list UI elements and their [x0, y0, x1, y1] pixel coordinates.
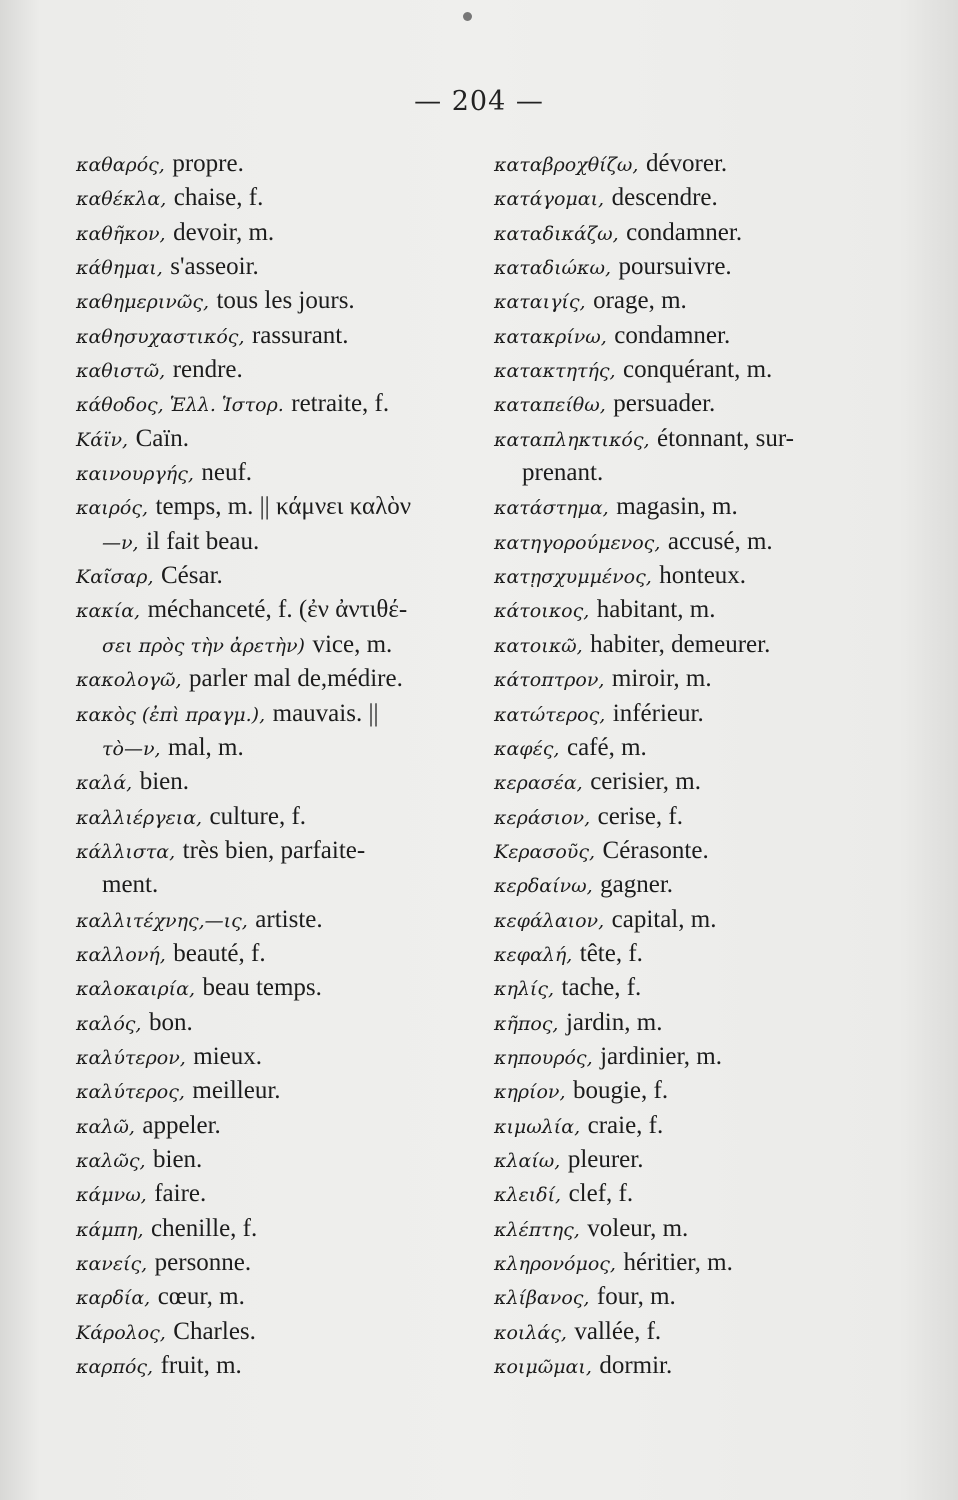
french-definition: café, m. [566, 733, 647, 761]
dictionary-entry [76, 421, 476, 455]
french-definition: héritier, m. [623, 1249, 733, 1276]
dictionary-entry [76, 215, 476, 249]
dictionary-entry [76, 489, 476, 523]
greek-term: καιρός, [76, 497, 149, 520]
french-definition: retraite, f. [291, 390, 390, 418]
greek-term: καλός, [76, 1012, 142, 1035]
dictionary-entry [76, 661, 476, 695]
page-number: — 204 — [414, 86, 544, 117]
french-definition: très bien, parfaite- [182, 836, 366, 864]
french-definition: devoir, m. [173, 218, 275, 246]
dictionary-entry [76, 524, 476, 558]
dictionary-entry [494, 215, 874, 249]
greek-term: κάτοπτρον, [494, 669, 605, 692]
french-definition: appeler. [142, 1111, 221, 1139]
dictionary-entry [494, 180, 874, 214]
french-definition: voleur, m. [587, 1214, 689, 1242]
dictionary-entry [494, 249, 874, 283]
dictionary-entry [494, 936, 874, 970]
dictionary-entry [76, 146, 476, 180]
french-definition: cerisier, m. [590, 768, 701, 796]
greek-term: κανείς, [76, 1253, 148, 1275]
french-definition: personne. [154, 1249, 252, 1276]
french-definition: beauté, f. [173, 939, 266, 967]
greek-term: καλύτερον, [76, 1046, 186, 1069]
french-definition: gagner. [600, 871, 674, 899]
greek-term: κλαίω, [494, 1149, 561, 1172]
greek-term: καταδιώκω, [494, 257, 612, 280]
french-definition: cœur, m. [157, 1283, 245, 1311]
dictionary-entry [494, 1039, 874, 1073]
dictionary-entry [76, 970, 476, 1004]
french-definition: jardinier, m. [600, 1042, 722, 1070]
dictionary-entry [76, 696, 476, 730]
french-definition: Caïn. [135, 424, 190, 452]
dictionary-entry [76, 592, 476, 626]
french-definition: meilleur. [192, 1077, 281, 1105]
greek-term: κατώτερος, [494, 703, 606, 726]
greek-term: κατῃσχυμμένος, [494, 566, 652, 589]
greek-term: καλύτερος, [76, 1081, 185, 1104]
french-definition: s'asseoir. [170, 253, 259, 281]
dictionary-entry [494, 1348, 874, 1382]
french-definition: inférieur. [612, 699, 704, 727]
dictionary-entry [76, 180, 476, 214]
greek-term: κατάστημα, [494, 497, 609, 520]
french-definition: culture, f. [209, 802, 307, 830]
dictionary-entry [494, 902, 874, 936]
dictionary-entry [76, 1039, 476, 1073]
ink-spot [463, 12, 472, 21]
greek-term: κηλίς, [494, 978, 555, 1001]
dictionary-entry [76, 799, 476, 833]
dictionary-entry [494, 1073, 874, 1107]
right-column [494, 146, 874, 1382]
dictionary-entry [76, 867, 476, 901]
dictionary-entry [76, 730, 476, 764]
greek-term: καλῶ, [76, 1115, 135, 1138]
dictionary-entry [76, 1005, 476, 1039]
dictionary-entry [494, 1279, 874, 1313]
greek-term: καλῶς, [76, 1149, 146, 1172]
greek-term: καλοκαιρία, [76, 978, 196, 1001]
french-definition: orage, m. [593, 287, 687, 315]
dictionary-entry [494, 146, 874, 180]
french-definition: tache, f. [561, 974, 642, 1002]
dictionary-entry [76, 249, 476, 283]
french-definition: ment. [102, 871, 159, 899]
dictionary-entry [76, 1348, 476, 1382]
dictionary-entry [494, 627, 874, 661]
dictionary-entry [494, 1245, 874, 1279]
greek-term: καλλιέργεια, [76, 806, 203, 829]
french-definition: four, m. [596, 1283, 676, 1311]
dictionary-entry [76, 386, 476, 420]
greek-term: καθημερινῶς, [76, 291, 209, 314]
french-definition: propre. [172, 150, 244, 177]
greek-term: κάτοικος, [494, 600, 590, 623]
greek-term: κάθημαι, [76, 257, 163, 280]
dictionary-entry [76, 318, 476, 352]
french-definition: temps, m. || κάμνει καλὸν [155, 493, 411, 521]
french-definition: bon. [148, 1008, 193, 1036]
greek-term: κλέπτης, [494, 1218, 580, 1241]
dictionary-entry [494, 421, 874, 455]
greek-term: καταιγίς, [494, 291, 586, 314]
french-definition: vallée, f. [574, 1317, 662, 1345]
greek-term: καινουργής, [76, 463, 194, 486]
french-definition: jardin, m. [565, 1008, 663, 1036]
greek-term: καθῆκον, [76, 222, 166, 245]
french-definition: magasin, m. [616, 493, 738, 521]
greek-term: κατοικῶ, [494, 634, 583, 657]
dictionary-entry [494, 592, 874, 626]
greek-term: κεράσιον, [494, 806, 591, 829]
greek-term: καρπός, [76, 1356, 154, 1379]
greek-term: σει πρὸς τὴν ἀρετὴν) [102, 634, 305, 657]
greek-term: καθησυχαστικός, [76, 325, 245, 348]
french-definition: faire. [154, 1180, 207, 1208]
french-definition: accusé, m. [667, 527, 773, 555]
greek-term: κατακρίνω, [494, 325, 607, 348]
french-definition: condamner. [626, 218, 743, 246]
dictionary-entry [76, 764, 476, 798]
greek-term: Καῖσαρ, [76, 566, 154, 589]
dictionary-entry [76, 558, 476, 592]
french-definition: rassurant. [251, 321, 349, 349]
greek-term: κάλλιστα, [76, 840, 176, 863]
french-definition: dormir. [599, 1352, 673, 1380]
french-definition: poursuivre. [618, 253, 732, 281]
dictionary-entry [76, 455, 476, 489]
dictionary-entry [494, 455, 874, 489]
greek-term: καθαρός, [76, 154, 165, 176]
dictionary-entry [494, 352, 874, 386]
dictionary-entry [494, 661, 874, 695]
dictionary-entry [494, 1314, 874, 1348]
greek-term: Κερασοῦς, [494, 840, 596, 863]
french-definition: mauvais. || [272, 699, 379, 727]
french-definition: bien. [153, 1145, 203, 1173]
french-definition: rendre. [172, 356, 243, 384]
greek-term: καλλονή, [76, 943, 166, 966]
french-definition: dévorer. [645, 150, 728, 177]
dictionary-entry [76, 1073, 476, 1107]
french-definition: chaise, f. [173, 184, 264, 212]
french-definition: mal, m. [168, 733, 244, 761]
dictionary-entry [494, 696, 874, 730]
french-definition: artiste. [255, 905, 323, 933]
greek-term: κερασέα, [494, 772, 583, 795]
greek-term: κῆπος, [494, 1012, 559, 1035]
greek-term: κατηγορούμενος, [494, 531, 661, 554]
dictionary-entry [494, 730, 874, 764]
french-definition: habiter, demeurer. [590, 630, 771, 658]
greek-term: καταβροχθίζω, [494, 154, 639, 176]
greek-term: κλίβανος, [494, 1287, 590, 1310]
greek-term: κεφαλή, [494, 943, 573, 966]
dictionary-entry [494, 1005, 874, 1039]
french-definition: persuader. [613, 390, 716, 418]
greek-term: κεφάλαιον, [494, 909, 605, 932]
dictionary-entry [76, 352, 476, 386]
dictionary-entry [494, 489, 874, 523]
french-definition: prenant. [522, 459, 604, 487]
dictionary-entry [76, 902, 476, 936]
dictionary-entry [76, 936, 476, 970]
french-definition: neuf. [201, 459, 253, 487]
greek-term: καθέκλα, [76, 188, 167, 211]
french-definition: beau temps. [202, 974, 322, 1002]
french-definition: descendre. [611, 184, 718, 212]
greek-term: Κάϊν, [76, 428, 129, 451]
greek-term: κατακτητής, [494, 360, 616, 383]
greek-term: καρδία, [76, 1287, 151, 1310]
greek-term: κληρονόμος, [494, 1253, 616, 1275]
dictionary-entry [494, 1142, 874, 1176]
french-definition: Cérasonte. [602, 836, 709, 864]
greek-term: κάμνω, [76, 1184, 147, 1207]
greek-term: καλά, [76, 772, 133, 795]
dictionary-entry [76, 1176, 476, 1210]
greek-term: καφές, [494, 737, 560, 760]
dictionary-entry [76, 283, 476, 317]
dictionary-entry [76, 1108, 476, 1142]
greek-term: καταπληκτικός, [494, 428, 650, 451]
french-definition: tous les jours. [216, 287, 355, 315]
french-definition: conquérant, m. [623, 356, 773, 384]
french-definition: vice, m. [312, 630, 393, 658]
dictionary-entry [76, 1245, 476, 1279]
greek-term: κάθοδος, Ἑλλ. Ἱστορ. [76, 394, 284, 417]
dictionary-entry [494, 1211, 874, 1245]
dictionary-entry [494, 867, 874, 901]
french-definition: tête, f. [579, 939, 643, 967]
dictionary-entry [76, 1314, 476, 1348]
french-definition: il fait beau. [146, 527, 260, 555]
greek-term: καταδικάζω, [494, 222, 619, 245]
greek-term: κακία, [76, 600, 141, 623]
french-definition: parler mal de,médire. [189, 665, 403, 693]
greek-term: κιμωλία, [494, 1115, 581, 1138]
greek-term: —ν, [102, 531, 139, 554]
left-column [76, 146, 476, 1382]
dictionary-entry [76, 627, 476, 661]
greek-term: τὸ—ν, [102, 737, 161, 760]
french-definition: mieux. [193, 1042, 263, 1070]
french-definition: habitant, m. [596, 596, 716, 624]
greek-term: κερδαίνω, [494, 875, 593, 898]
french-definition: pleurer. [567, 1145, 644, 1173]
french-definition: cerise, f. [597, 802, 683, 830]
greek-term: κατάγομαι, [494, 188, 605, 211]
dictionary-entry [494, 558, 874, 592]
french-definition: clef, f. [568, 1180, 634, 1208]
french-definition: honteux. [659, 562, 747, 590]
dictionary-entry [494, 970, 874, 1004]
french-definition: bien. [139, 768, 189, 796]
dictionary-entry [76, 1211, 476, 1245]
dictionary-entry [494, 524, 874, 558]
dictionary-entry [76, 833, 476, 867]
greek-term: καταπείθω, [494, 394, 606, 417]
french-definition: capital, m. [611, 905, 717, 933]
dictionary-entry [76, 1279, 476, 1313]
french-definition: méchanceté, f. (ἐν ἀντιθέ- [147, 596, 408, 624]
french-definition: chenille, f. [151, 1214, 258, 1242]
greek-term: κάμπη, [76, 1218, 144, 1241]
dictionary-entry [494, 1176, 874, 1210]
french-definition: miroir, m. [611, 665, 712, 693]
dictionary-entry [494, 283, 874, 317]
dictionary-entry [76, 1142, 476, 1176]
greek-term: κοιμῶμαι, [494, 1356, 592, 1379]
french-definition: fruit, m. [160, 1352, 242, 1380]
greek-term: κλειδί, [494, 1184, 562, 1207]
greek-term: καλλιτέχνης,—ις, [76, 909, 248, 932]
dictionary-entry [494, 318, 874, 352]
greek-term: κακολογῶ, [76, 669, 182, 692]
french-definition: étonnant, sur- [657, 424, 794, 452]
dictionary-entry [494, 1108, 874, 1142]
greek-term: κακὸς (ἐπὶ πραγμ.), [76, 703, 266, 726]
french-definition: César. [160, 562, 223, 590]
greek-term: κοιλάς, [494, 1321, 567, 1344]
french-definition: craie, f. [587, 1111, 664, 1139]
french-definition: Charles. [173, 1317, 256, 1345]
french-definition: condamner. [614, 321, 731, 349]
dictionary-entry [494, 799, 874, 833]
dictionary-entry [494, 386, 874, 420]
greek-term: κηπουρός, [494, 1046, 593, 1069]
greek-term: κηρίον, [494, 1081, 566, 1104]
french-definition: bougie, f. [572, 1077, 669, 1105]
greek-term: καθιστῶ, [76, 360, 166, 383]
dictionary-entry [494, 764, 874, 798]
dictionary-entry [494, 833, 874, 867]
greek-term: Κάρολος, [76, 1321, 166, 1344]
